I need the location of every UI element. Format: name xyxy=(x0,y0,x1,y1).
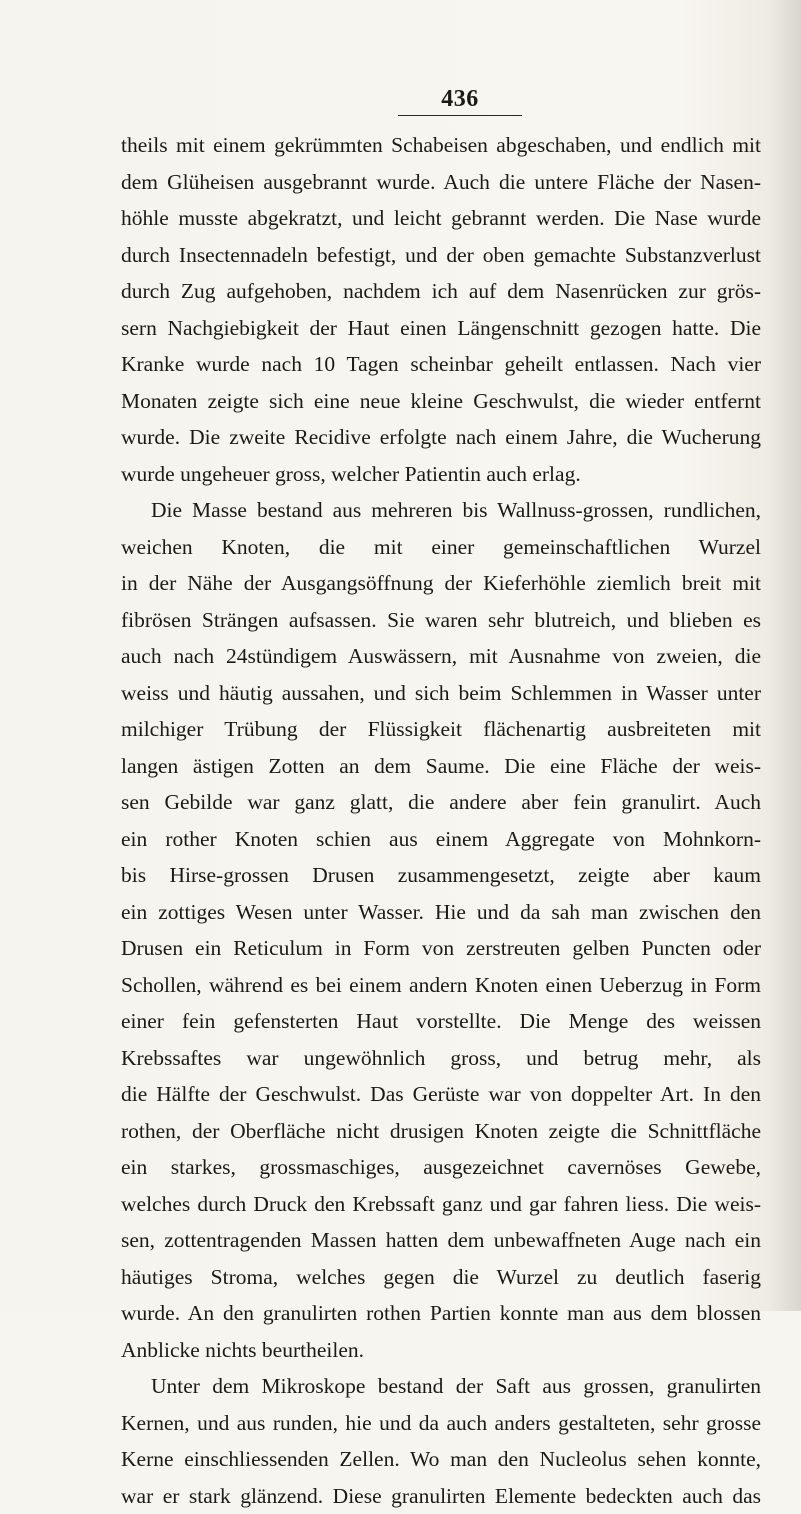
text-line: Kernen, und aus runden, hie und da auch anders gestalteten, sehr grosse xyxy=(121,1405,761,1442)
text-line: milchiger Trübung der Flüssigkeit flächenartig ausbreiteten mit xyxy=(121,711,761,748)
text-line: wurde. Die zweite Recidive erfolgte nach einem Jahre, die Wucherung xyxy=(121,419,761,456)
text-line: Unter dem Mikroskope bestand der Saft aus grossen, granulirten xyxy=(121,1368,761,1405)
body-text xyxy=(121,127,761,1514)
text-line: wurde. An den granulirten rothen Partien konnte man aus dem blossen xyxy=(121,1295,761,1332)
text-line: theils mit einem gekrümmten Schabeisen abgeschaben, und endlich mit xyxy=(121,127,761,164)
text-line: ein zottiges Wesen unter Wasser. Hie und da sah man zwischen den xyxy=(121,894,761,931)
text-line: bis Hirse-grossen Drusen zusammengesetzt, zeigte aber kaum xyxy=(121,857,761,894)
text-line: weichen Knoten, die mit einer gemeinschaftlichen Wurzel xyxy=(121,529,761,566)
text-line: war er stark glänzend. Diese granulirten Elemente bedeckten auch das xyxy=(121,1478,761,1514)
text-line: sen Gebilde war ganz glatt, die andere aber fein granulirt. Auch xyxy=(121,784,761,821)
text-line: wurde ungeheuer gross, welcher Patientin auch erlag. xyxy=(121,456,761,493)
text-line: fibrösen Strängen aufsassen. Sie waren sehr blutreich, und blieben es xyxy=(121,602,761,639)
text-line: in der Nähe der Ausgangsöffnung der Kieferhöhle ziemlich breit mit xyxy=(121,565,761,602)
text-line: dem Glüheisen ausgebrannt wurde. Auch die untere Fläche der Nasen- xyxy=(121,164,761,201)
text-line: rothen, der Oberfläche nicht drusigen Knoten zeigte die Schnittfläche xyxy=(121,1113,761,1150)
text-line: durch Insectennadeln befestigt, und der oben gemachte Substanzverlust xyxy=(121,237,761,274)
text-line: Drusen ein Reticulum in Form von zerstreuten gelben Puncten oder xyxy=(121,930,761,967)
page-number: 436 xyxy=(400,86,520,113)
text-line: sern Nachgiebigkeit der Haut einen Längenschnitt gezogen hatte. Die xyxy=(121,310,761,347)
text-line: Krebssaftes war ungewöhnlich gross, und betrug mehr, als xyxy=(121,1040,761,1077)
text-line: ein rother Knoten schien aus einem Aggregate von Mohnkorn- xyxy=(121,821,761,858)
text-line: ein starkes, grossmaschiges, ausgezeichnet cavernöses Gewebe, xyxy=(121,1149,761,1186)
text-line: Kerne einschliessenden Zellen. Wo man den Nucleolus sehen konnte, xyxy=(121,1441,761,1478)
text-line: langen ästigen Zotten an dem Saume. Die eine Fläche der weis- xyxy=(121,748,761,785)
text-line: einer fein gefensterten Haut vorstellte. Die Menge des weissen xyxy=(121,1003,761,1040)
text-line: sen, zottentragenden Massen hatten dem unbewaffneten Auge nach ein xyxy=(121,1222,761,1259)
text-line: Kranke wurde nach 10 Tagen scheinbar geheilt entlassen. Nach vier xyxy=(121,346,761,383)
text-line: durch Zug aufgehoben, nachdem ich auf dem Nasenrücken zur grös- xyxy=(121,273,761,310)
text-line: die Hälfte der Geschwulst. Das Gerüste war von doppelter Art. In den xyxy=(121,1076,761,1113)
text-line: Schollen, während es bei einem andern Knoten einen Ueberzug in Form xyxy=(121,967,761,1004)
text-line: welches durch Druck den Krebssaft ganz und gar fahren liess. Die weis- xyxy=(121,1186,761,1223)
text-line: höhle musste abgekratzt, und leicht gebrannt werden. Die Nase wurde xyxy=(121,200,761,237)
text-line: weiss und häutig aussahen, und sich beim Schlemmen in Wasser unter xyxy=(121,675,761,712)
text-line: häutiges Stroma, welches gegen die Wurzel zu deutlich faserig xyxy=(121,1259,761,1296)
text-line: auch nach 24stündigem Auswässern, mit Ausnahme von zweien, die xyxy=(121,638,761,675)
text-line: Monaten zeigte sich eine neue kleine Geschwulst, die wieder entfernt xyxy=(121,383,761,420)
text-line: Anblicke nichts beurtheilen. xyxy=(121,1332,761,1369)
text-line: Die Masse bestand aus mehreren bis Wallnuss-grossen, rundlichen, xyxy=(121,492,761,529)
page-number-rule xyxy=(398,115,522,116)
